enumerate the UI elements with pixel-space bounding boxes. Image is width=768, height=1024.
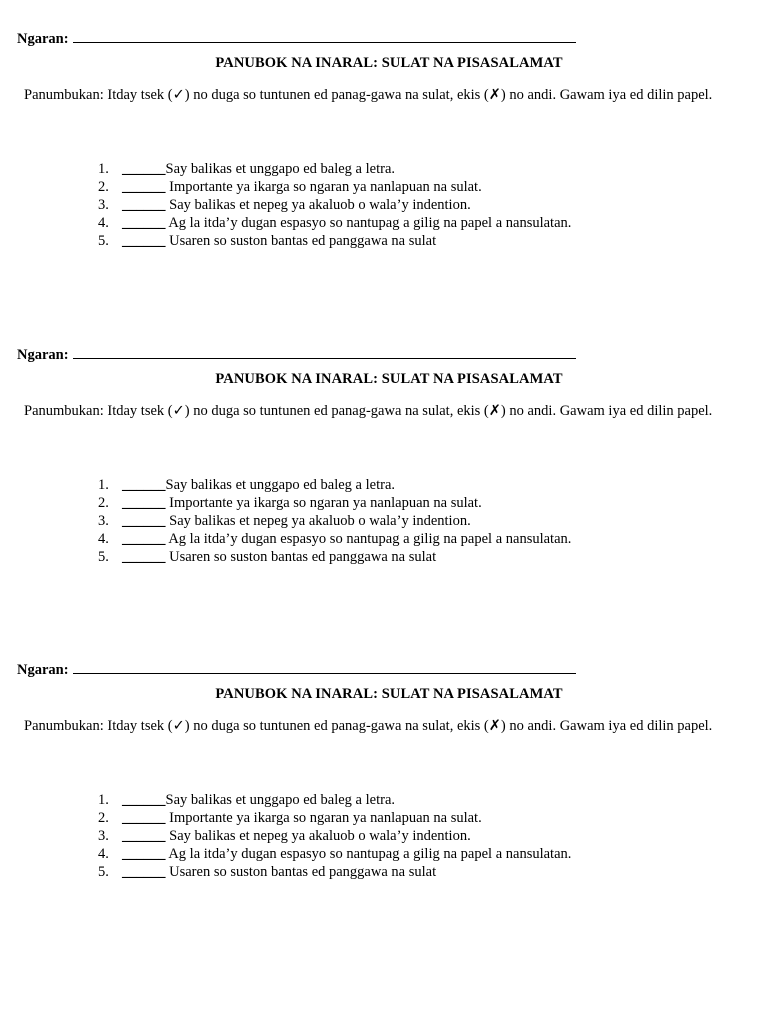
item-text: Usaren so suston bantas ed panggawa na sulat [165,233,437,249]
answer-blank[interactable]: ______ [122,549,166,565]
item-number: 5. [98,233,109,249]
answer-blank[interactable]: ______ [122,810,166,826]
item-list [98,791,571,881]
item-text: Importante ya ikarga so ngaran ya nanlapuan na sulat. [165,495,482,511]
name-label: Ngaran: [17,662,69,678]
instructions: Panumbukan: Itday tsek (✓) no duga so tuntunen ed panag-gawa na sulat, ekis (✗) no andi. Gawam iya ed dilin papel. [24,718,713,734]
answer-blank[interactable]: ______ [122,828,166,844]
name-line [17,659,576,679]
list-item [98,214,571,232]
item-text: Say balikas et unggapo ed baleg a letra. [165,161,396,177]
list-item [98,494,571,512]
list-item [98,845,571,863]
item-text: Say balikas et unggapo ed baleg a letra. [165,477,396,493]
answer-blank[interactable]: ______ [122,495,166,511]
answer-blank[interactable]: ______ [122,197,166,213]
quiz-title: PANUBOK NA INARAL: SULAT NA PISASALAMAT [215,371,563,387]
item-text: Say balikas et nepeg ya akaluob o wala’y indention. [165,197,471,213]
name-blank[interactable] [73,659,576,674]
item-number: 4. [98,846,109,862]
quiz-copy-1 [0,0,768,300]
item-number: 1. [98,792,109,808]
item-number: 3. [98,197,109,213]
item-text: Ag la itda’y dugan espasyo so nantupag a gilig na papel a nansulatan. [165,215,572,231]
answer-blank[interactable]: ______ [122,792,166,808]
list-item [98,512,571,530]
item-number: 2. [98,179,109,195]
name-line [17,28,576,48]
name-line [17,344,576,364]
item-text: Importante ya ikarga so ngaran ya nanlapuan na sulat. [165,810,482,826]
item-text: Say balikas et nepeg ya akaluob o wala’y indention. [165,513,471,529]
list-item [98,178,571,196]
answer-blank[interactable]: ______ [122,513,166,529]
list-item [98,791,571,809]
name-blank[interactable] [73,28,576,43]
quiz-title: PANUBOK NA INARAL: SULAT NA PISASALAMAT [215,55,563,71]
list-item [98,196,571,214]
item-number: 4. [98,531,109,547]
list-item [98,548,571,566]
item-number: 2. [98,810,109,826]
item-number: 3. [98,513,109,529]
list-item [98,232,571,250]
item-text: Say balikas et nepeg ya akaluob o wala’y indention. [165,828,471,844]
instructions: Panumbukan: Itday tsek (✓) no duga so tuntunen ed panag-gawa na sulat, ekis (✗) no andi. Gawam iya ed dilin papel. [24,87,713,103]
instructions: Panumbukan: Itday tsek (✓) no duga so tuntunen ed panag-gawa na sulat, ekis (✗) no andi. Gawam iya ed dilin papel. [24,403,713,419]
item-text: Usaren so suston bantas ed panggawa na sulat [165,864,437,880]
answer-blank[interactable]: ______ [122,477,166,493]
quiz-copy-2 [0,316,768,616]
list-item [98,160,571,178]
answer-blank[interactable]: ______ [122,215,166,231]
item-text: Ag la itda’y dugan espasyo so nantupag a gilig na papel a nansulatan. [165,531,572,547]
name-label: Ngaran: [17,347,69,363]
quiz-copy-3 [0,631,768,931]
answer-blank[interactable]: ______ [122,161,166,177]
answer-blank[interactable]: ______ [122,233,166,249]
item-number: 2. [98,495,109,511]
item-number: 1. [98,477,109,493]
item-list [98,476,571,566]
item-number: 1. [98,161,109,177]
item-text: Say balikas et unggapo ed baleg a letra. [165,792,396,808]
item-list [98,160,571,250]
list-item [98,809,571,827]
name-label: Ngaran: [17,31,69,47]
answer-blank[interactable]: ______ [122,864,166,880]
item-number: 5. [98,864,109,880]
answer-blank[interactable]: ______ [122,846,166,862]
item-number: 3. [98,828,109,844]
answer-blank[interactable]: ______ [122,179,166,195]
answer-blank[interactable]: ______ [122,531,166,547]
item-text: Ag la itda’y dugan espasyo so nantupag a gilig na papel a nansulatan. [165,846,572,862]
name-blank[interactable] [73,344,576,359]
list-item [98,476,571,494]
quiz-title: PANUBOK NA INARAL: SULAT NA PISASALAMAT [215,686,563,702]
list-item [98,530,571,548]
item-text: Usaren so suston bantas ed panggawa na sulat [165,549,437,565]
item-text: Importante ya ikarga so ngaran ya nanlapuan na sulat. [165,179,482,195]
list-item [98,827,571,845]
list-item [98,863,571,881]
item-number: 4. [98,215,109,231]
item-number: 5. [98,549,109,565]
